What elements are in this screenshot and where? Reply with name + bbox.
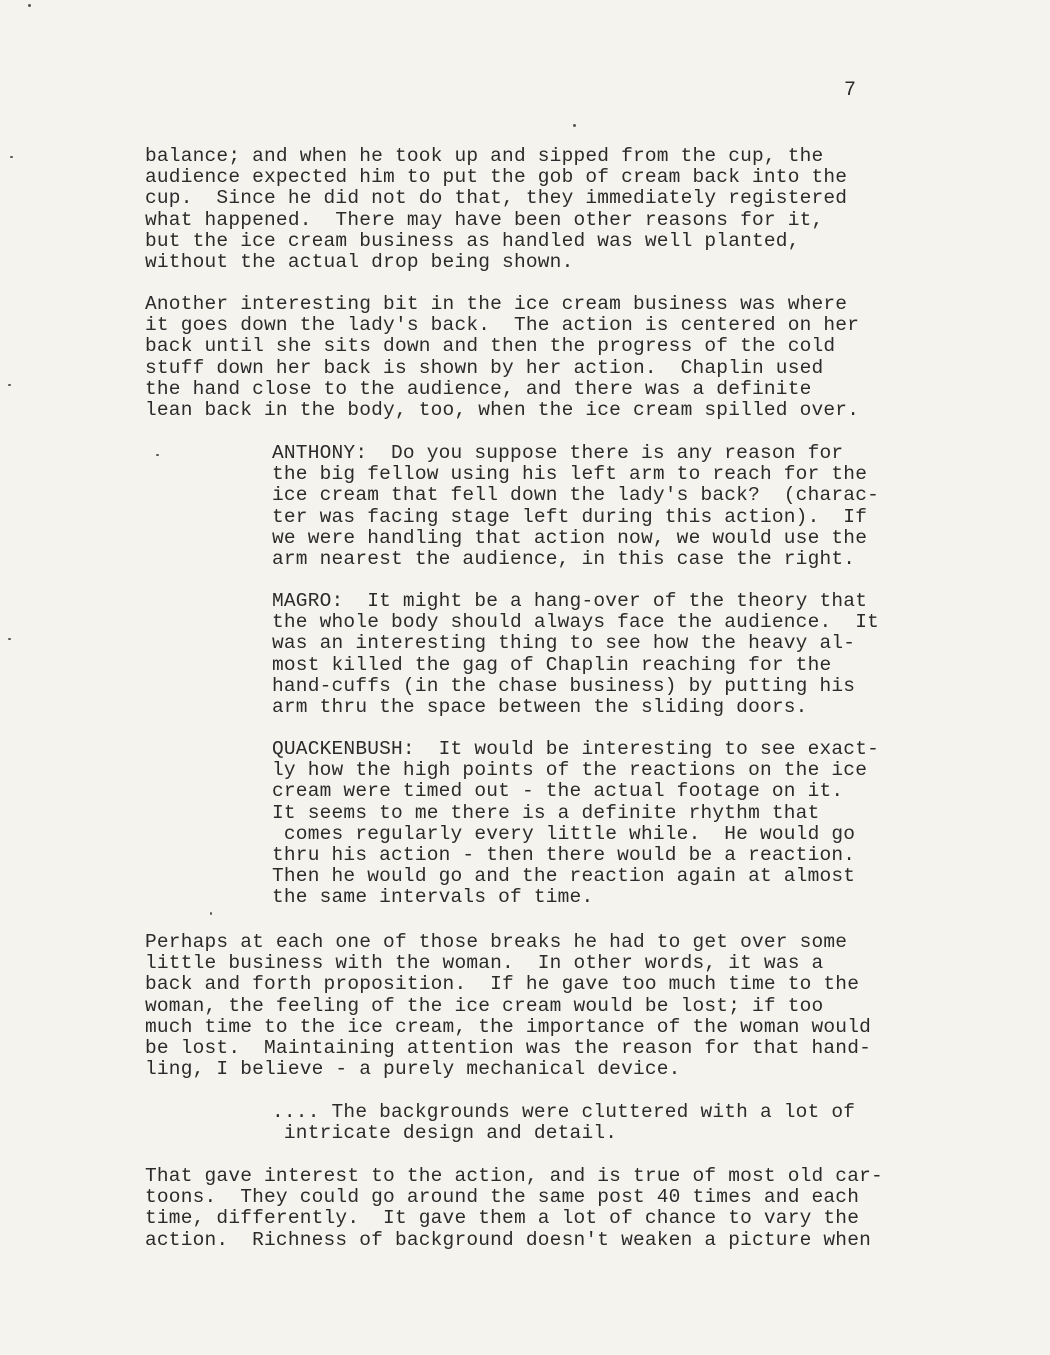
scan-speck	[10, 156, 13, 158]
paragraph-background-interest: That gave interest to the action, and is true of most old car- toons. They could go around the same post 40 times and each time, differently. It gave them a lot of chance to vary the action. Richness of background doesn't weaken a picture when	[145, 1165, 883, 1251]
quote-anthony: ANTHONY: Do you suppose there is any reason for the big fellow using his left arm to reach for the ice cream that fell down the lady's back? (charac- ter was facing stage left during this action). If we were handling that action now, we would use the arm nearest the audience, in this case the right.	[272, 442, 879, 571]
scan-speck	[8, 384, 11, 386]
scan-speck	[210, 912, 212, 915]
paragraph-ice-cream-cup: balance; and when he took up and sipped from the cup, the audience expected him to put the gob of cream back into the cup. Since he did not do that, they immediately registered what happened. There may have been other reasons for it, but the ice cream business as handled was well planted, without the actual drop being shown.	[145, 145, 848, 274]
quote-backgrounds: .... The backgrounds were cluttered with a lot of intricate design and detail.	[272, 1101, 856, 1145]
paragraph-breaks: Perhaps at each one of those breaks he had to get over some little business with the woman. In other words, it was a back and forth proposition. If he gave too much time to the woman, the feeling of the ice cream would be lost; if too much time to the ice cream, the importance of the woman would be lost. Maintaining attention was the reason for that hand- ling, I believe - a purely mechanical device.	[145, 931, 872, 1081]
scan-speck	[573, 124, 576, 127]
scan-speck	[156, 454, 159, 456]
scan-speck	[8, 638, 11, 640]
quote-magro: MAGRO: It might be a hang-over of the theory that the whole body should always face the audience. It was an interesting thing to see how the heavy al- most killed the gag of Chaplin reaching for the hand-cuffs (in the chase business) by putting his arm thru the space between the sliding doors.	[272, 590, 879, 719]
quote-quackenbush: QUACKENBUSH: It would be interesting to see exact- ly how the high points of the reactions on the ice cream were timed out - the actual footage on it. It seems to me there is a definite rhythm that comes regularly every little while. He would go thru his action - then there would be a reaction. Then he would go and the reaction again at almost the same intervals of time.	[272, 738, 879, 909]
scan-speck	[28, 4, 31, 7]
page-number: 7	[844, 79, 857, 102]
paragraph-lady-back: Another interesting bit in the ice cream business was where it goes down the lady's back. The action is centered on her back until she sits down and then the progress of the cold stuff down her back is shown by her action. Chaplin used the hand close to the audience, and there was a definite lean back in the body, too, when the ice cream spilled over.	[145, 293, 860, 422]
